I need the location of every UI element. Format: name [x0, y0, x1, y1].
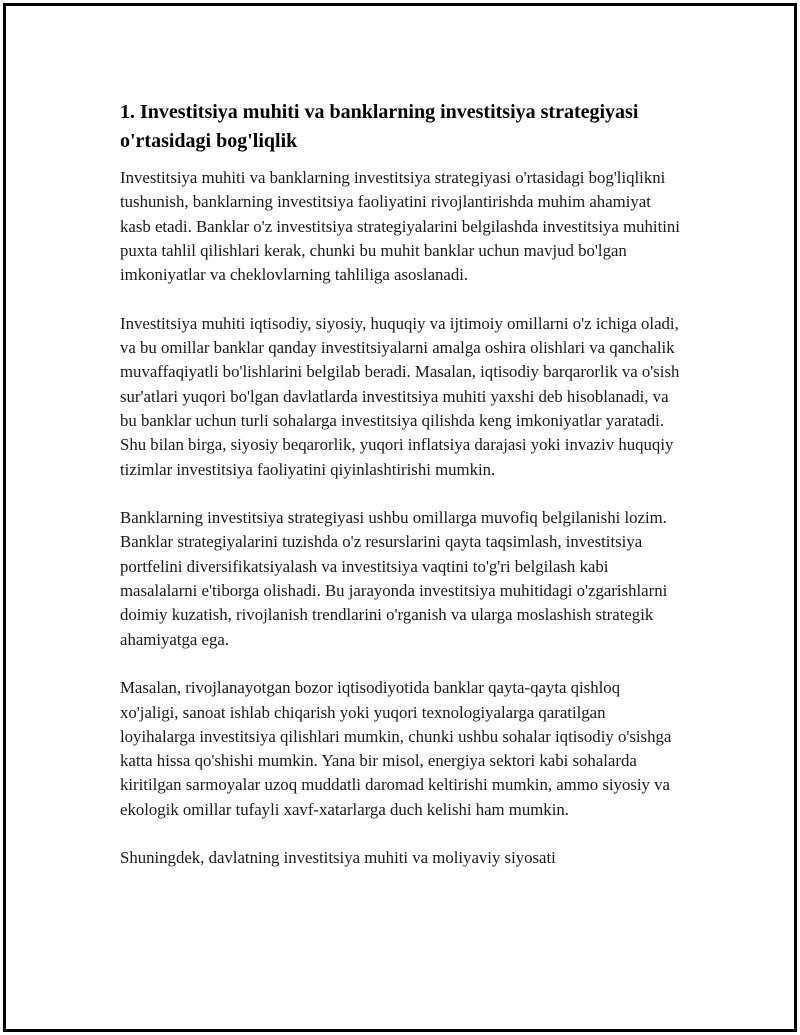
paragraph-4: Masalan, rivojlanayotgan bozor iqtisodiyotida banklar qayta-qayta qishloq xo'jaligi, sanoat ishlab chiqarish yoki yuqori texnologiyalarga qaratilgan loyihalarga investitsiya qilishlari mumkin, chunki ushbu sohalar iqtisodiy o'sishga katta hissa qo'shishi mumkin. Yana bir misol, energiya sektori kabi sohalarda kiritilgan sarmoyalar uzoq muddatli daromad keltirishi mumkin, ammo siyosiy va ekologik omillar tufayli xavf-xatarlarga duch kelishi ham mumkin.: [120, 678, 672, 819]
paragraph-1: Investitsiya muhiti va banklarning investitsiya strategiyasi o'rtasidagi bog'liqlikni tushunish, banklarning investitsiya faoliyatini rivojlantirishda muhim ahamiyat kasb etadi. Banklar o'z investitsiya strategiyalarini belgilashda investitsiya muhitini puxta tahlil qilishlari kerak, chunki bu muhit banklar uchun mavjud bo'lgan imkoniyatlar va cheklovlarning tahliliga asoslanadi.: [120, 168, 680, 285]
document-body: [120, 98, 680, 895]
paragraph-5: Shuningdek, davlatning investitsiya muhiti va moliyaviy siyosati: [120, 848, 556, 868]
paragraph-2: Investitsiya muhiti iqtisodiy, siyosiy, huquqiy va ijtimoiy omillarni o'z ichiga oladi, va bu omillar banklar qanday investitsiyalarni amalga oshira olishlari va qanchalik muvaffaqiyatli bo'lishlarini belgilab beradi. Masalan, iqtisodiy barqarorlik va o'sish sur'atlari yuqori bo'lgan davlatlarda investitsiya muhiti yaxshi deb hisoblanadi, va bu banklar uchun turli sohalarga investitsiya qilishda keng imkoniyatlar yaratadi. Shu bilan birga, siyosiy beqarorlik, yuqori inflatsiya darajasi yoki invaziv huquqiy tizimlar investitsiya faoliyatini qiyinlashtirishi mumkin.: [120, 313, 680, 479]
paragraph-3: Banklarning investitsiya strategiyasi ushbu omillarga muvofiq belgilanishi lozim. Banklar strategiyalarini tuzishda o'z resurslarini qayta taqsimlash, investitsiya portfelini diversifikatsiyalash va investitsiya vaqtini to'g'ri belgilash kabi masalalarni e'tiborga olishadi. Bu jarayonda investitsiya muhitidagi o'zgarishlarni doimiy kuzatish, rivojlanish trendlarini o'rganish va ularga moslashish strategik ahamiyatga ega.: [120, 508, 668, 649]
section-heading: 1. Investitsiya muhiti va banklarning investitsiya strategiyasi o'rtasidagi bog'liqlik: [120, 101, 639, 152]
page-frame: [3, 3, 797, 1032]
